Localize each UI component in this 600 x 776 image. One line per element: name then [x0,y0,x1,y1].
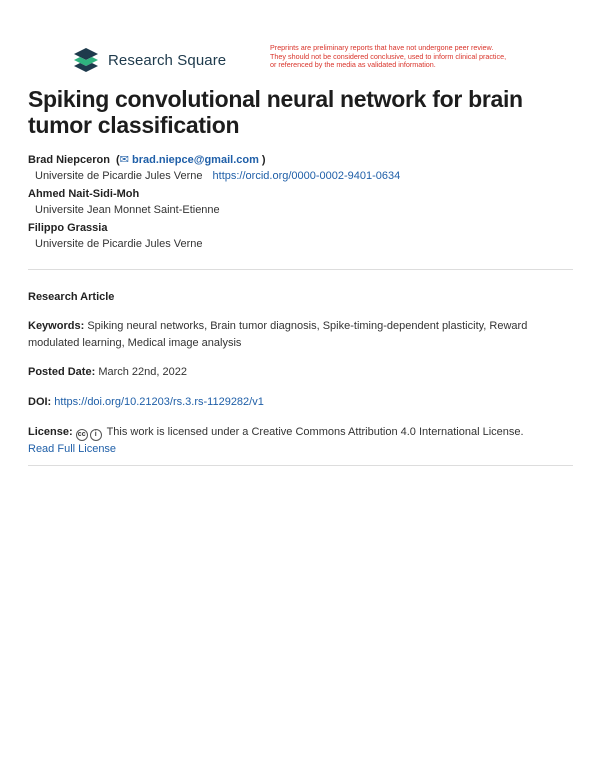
read-full-license-link[interactable]: Read Full License [28,443,117,455]
keywords-label: Keywords: [28,320,85,332]
posted-date-value: March 22nd, 2022 [98,366,187,378]
notice-line: Preprints are preliminary reports that have not undergone peer review. [270,43,494,52]
author-affiliation: Universite de Picardie Jules Verne [35,238,203,250]
divider [28,465,573,466]
notice-line: or referenced by the media as validated information. [270,60,436,70]
doi-label: DOI: [28,396,52,408]
email-link[interactable]: (✉ brad.niepce@gmail.com ) [112,154,266,166]
by-icon: i [90,429,102,441]
posted-date-label: Posted Date: [28,366,96,378]
author-entry [28,221,578,253]
article-type: Research Article [28,291,115,303]
license [28,424,573,458]
research-square-logo-icon [72,47,100,73]
header [72,44,542,80]
author-name: Brad Niepceron [28,154,110,166]
author-affiliation: Universite de Picardie Jules Verne https://orcid.org/0000-0002-9401-0634 [35,170,401,182]
research-square-logo[interactable] [72,47,226,73]
cc-icon: cc [76,429,88,441]
email-icon: ✉ [119,154,129,166]
license-text: This work is licensed under a Creative Commons Attribution 4.0 International License. [106,426,524,438]
author-name: Ahmed Nait-Sidi-Moh [28,188,140,200]
author-list [28,153,578,255]
paper-title: Spiking convolutional neural network for brain tumor classification [28,86,523,138]
posted-date [28,364,573,381]
author-email[interactable]: brad.niepce@gmail.com [132,154,259,166]
divider [28,269,573,270]
notice-line: They should not be considered conclusive, used to inform clinical practice, [270,51,507,61]
author-entry [28,153,578,185]
author-entry [28,187,578,219]
author-name: Filippo Grassia [28,222,108,234]
license-label: License: [28,426,73,438]
keywords [28,318,573,352]
doi-link[interactable]: https://doi.org/10.21203/rs.3.rs-1129282/v1 [54,396,264,408]
orcid-link[interactable]: https://orcid.org/0000-0002-9401-0634 [212,170,401,182]
brand-name: Research Square [108,51,227,69]
author-affiliation: Universite Jean Monnet Saint-Etienne [35,204,220,216]
preprint-notice [270,44,550,70]
doi [28,394,573,411]
author-name-line [28,153,578,168]
keywords-text: Spiking neural networks, Brain tumor diagnosis, Spike-timing-dependent plasticity, Reward modulated learning, Medical image analysis [28,320,528,349]
